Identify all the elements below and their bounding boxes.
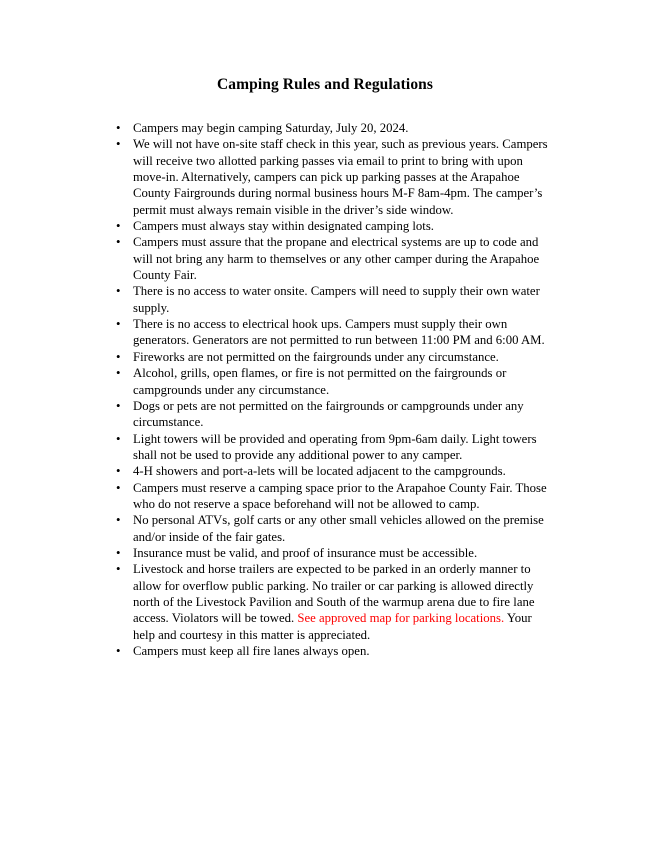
rule-item-12 <box>115 480 553 513</box>
rule-text-11: 4-H showers and port-a-lets will be located adjacent to the campgrounds. <box>133 464 506 479</box>
rule-item-2 <box>115 136 553 218</box>
rule-text-6: There is no access to electrical hook ups. Campers must supply their own generators. Generators are not permitted to run between 11:00 PM and 6:00 AM. <box>133 317 545 348</box>
bullet-icon: • <box>116 137 121 152</box>
rule-text-3: Campers must always stay within designated camping lots. <box>133 219 434 234</box>
rule-item-9 <box>115 398 553 431</box>
rule-item-4 <box>115 234 553 283</box>
rule-text-8: Alcohol, grills, open flames, or fire is not permitted on the fairgrounds or campgrounds under any circumstance. <box>133 366 507 397</box>
bullet-icon: • <box>116 398 121 413</box>
rule-text-5: There is no access to water onsite. Campers will need to supply their own water supply. <box>133 284 540 315</box>
rule-text-15-before: Livestock and horse trailers are expected to be parked in an orderly manner to allow for overflow public parking. No trailer or car parking is allowed directly north of the Livestock Pavilion and South of the warmup arena due to fire lane access. Violators will be towed. <box>133 562 535 626</box>
bullet-icon: • <box>116 235 121 250</box>
bullet-icon: • <box>116 349 121 364</box>
bullet-icon: • <box>116 431 121 446</box>
rule-text-1: Campers may begin camping Saturday, July 20, 2024. <box>133 121 409 135</box>
bullet-icon: • <box>116 317 121 332</box>
rule-text-16: Campers must keep all fire lanes always open. <box>133 644 370 658</box>
rule-text-4: Campers must assure that the propane and electrical systems are up to code and will not bring any harm to themselves or any other camper during the Arapahoe County Fair. <box>133 235 540 283</box>
bullet-icon: • <box>116 562 121 577</box>
rule-item-6 <box>115 316 553 349</box>
rule-text-7: Fireworks are not permitted on the fairgrounds under any circumstance. <box>133 349 499 364</box>
bullet-icon: • <box>116 366 121 381</box>
rule-item-16 <box>115 643 553 659</box>
rule-item-15 <box>115 561 553 643</box>
bullet-icon: • <box>116 464 121 479</box>
bullet-icon: • <box>116 644 121 658</box>
rule-text-15-after: Your help and courtesy in this matter is appreciated. <box>133 611 532 642</box>
rule-text-2: We will not have on-site staff check in this year, such as previous years. Campers will receive two allotted parking passes via email to print to bring with upon move-in. Alternatively, campers can pick up parking passes at the Arapahoe County Fairgrounds during normal business hours M-F 8am-4pm. The camper’s permit must always remain visible in the driver’s side window. <box>133 137 548 217</box>
rules-list <box>115 120 553 659</box>
rule-item-5 <box>115 283 553 316</box>
bullet-icon: • <box>116 480 121 495</box>
rule-item-11 <box>115 463 553 479</box>
rule-item-8 <box>115 365 553 398</box>
rule-item-7 <box>115 349 553 365</box>
rule-text-12: Campers must reserve a camping space prior to the Arapahoe County Fair. Those who do not reserve a space beforehand will not be allowed to camp. <box>133 480 547 511</box>
bullet-icon: • <box>116 121 121 135</box>
bullet-icon: • <box>116 219 121 234</box>
bullet-icon: • <box>116 545 121 560</box>
rule-item-14 <box>115 545 553 561</box>
rule-text-14: Insurance must be valid, and proof of insurance must be accessible. <box>133 545 478 560</box>
rule-text-13: No personal ATVs, golf carts or any other small vehicles allowed on the premise and/or inside of the fair gates. <box>133 513 544 544</box>
document-title: Camping Rules and Regulations <box>216 76 434 93</box>
rule-item-13 <box>115 512 553 545</box>
bullet-icon: • <box>116 284 121 299</box>
rule-item-1 <box>115 120 553 136</box>
rule-item-3 <box>115 218 553 234</box>
rule-item-10 <box>115 431 553 464</box>
bullet-icon: • <box>116 513 121 528</box>
parking-map-note-highlight: See approved map for parking locations. <box>297 611 505 626</box>
rule-text-10: Light towers will be provided and operating from 9pm-6am daily. Light towers shall not be used to provide any additional power to any camper. <box>133 431 537 462</box>
rule-text-9: Dogs or pets are not permitted on the fairgrounds or campgrounds under any circumstance. <box>133 398 524 430</box>
